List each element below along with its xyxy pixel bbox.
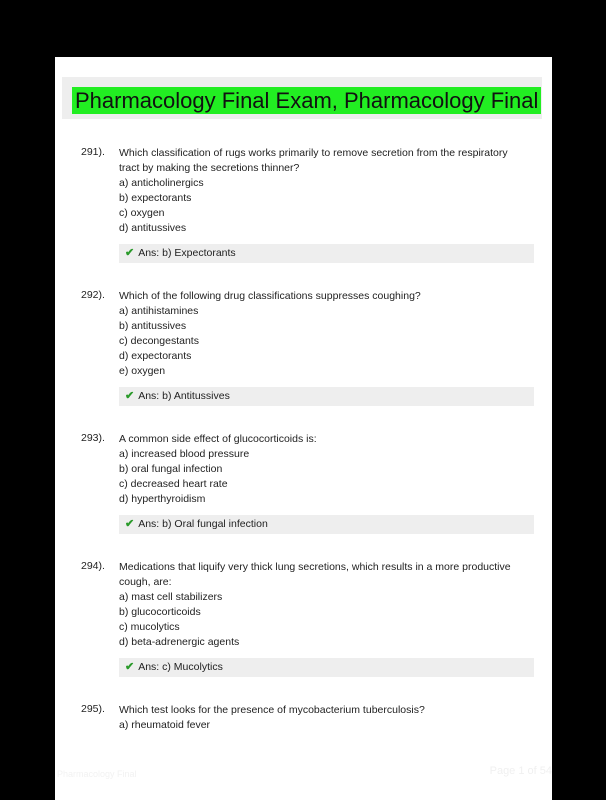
question-body: [119, 432, 529, 507]
answer-box: [119, 244, 534, 263]
option-c: c) decongestants: [119, 335, 199, 347]
footer-watermark: Pharmacology Final: [57, 769, 137, 779]
answer-text: Ans: b) Antitussives: [138, 390, 230, 402]
option-d: d) expectorants: [119, 350, 192, 362]
question-number: 293).: [81, 432, 105, 444]
option-b: b) glucocorticoids: [119, 606, 201, 618]
option-b: b) antitussives: [119, 320, 187, 332]
question-text: Which test looks for the presence of mycobacterium tuberculosis?: [119, 704, 425, 716]
question-number: 292).: [81, 289, 105, 301]
option-a: a) anticholinergics: [119, 177, 204, 189]
option-a: a) antihistamines: [119, 305, 199, 317]
question-body: [119, 560, 529, 650]
check-icon: ✔: [125, 247, 135, 259]
question-text: Medications that liquify very thick lung secretions, which results in a more productive cough, are:: [119, 561, 511, 588]
answer-box: [119, 658, 534, 677]
check-icon: ✔: [125, 661, 135, 673]
answer-text: Ans: b) Oral fungal infection: [138, 518, 268, 530]
question-text: Which of the following drug classifications suppresses coughing?: [119, 290, 421, 302]
option-b: b) oral fungal infection: [119, 463, 223, 475]
page-number: Page 1 of 54: [489, 765, 552, 777]
option-e: e) oxygen: [119, 365, 166, 377]
option-a: a) increased blood pressure: [119, 448, 250, 460]
option-d: d) hyperthyroidism: [119, 493, 206, 505]
option-c: c) oxygen: [119, 207, 165, 219]
answer-text: Ans: c) Mucolytics: [138, 661, 223, 673]
question-body: [119, 289, 529, 379]
question-number: 294).: [81, 560, 105, 572]
check-icon: ✔: [125, 518, 135, 530]
option-d: d) beta-adrenergic agents: [119, 636, 240, 648]
question-text: Which classification of rugs works primarily to remove secretion from the respiratory tract by making the secretions thinner?: [119, 147, 508, 174]
question-text: A common side effect of glucocorticoids is:: [119, 433, 317, 445]
option-c: c) mucolytics: [119, 621, 180, 633]
option-c: c) decreased heart rate: [119, 478, 228, 490]
option-b: b) expectorants: [119, 192, 192, 204]
check-icon: ✔: [125, 390, 135, 402]
question-number: 295).: [81, 703, 105, 715]
answer-box: [119, 387, 534, 406]
question-body: [119, 146, 529, 236]
title-bar: [62, 77, 542, 119]
answer-box: [119, 515, 534, 534]
option-a: a) mast cell stabilizers: [119, 591, 223, 603]
answer-text: Ans: b) Expectorants: [138, 247, 236, 259]
question-body: [119, 703, 529, 733]
option-a: a) rheumatoid fever: [119, 719, 211, 731]
document-page: [55, 57, 552, 800]
question-number: 291).: [81, 146, 105, 158]
document-title: Pharmacology Final Exam, Pharmacology Final: [72, 87, 541, 114]
option-d: d) antitussives: [119, 222, 187, 234]
